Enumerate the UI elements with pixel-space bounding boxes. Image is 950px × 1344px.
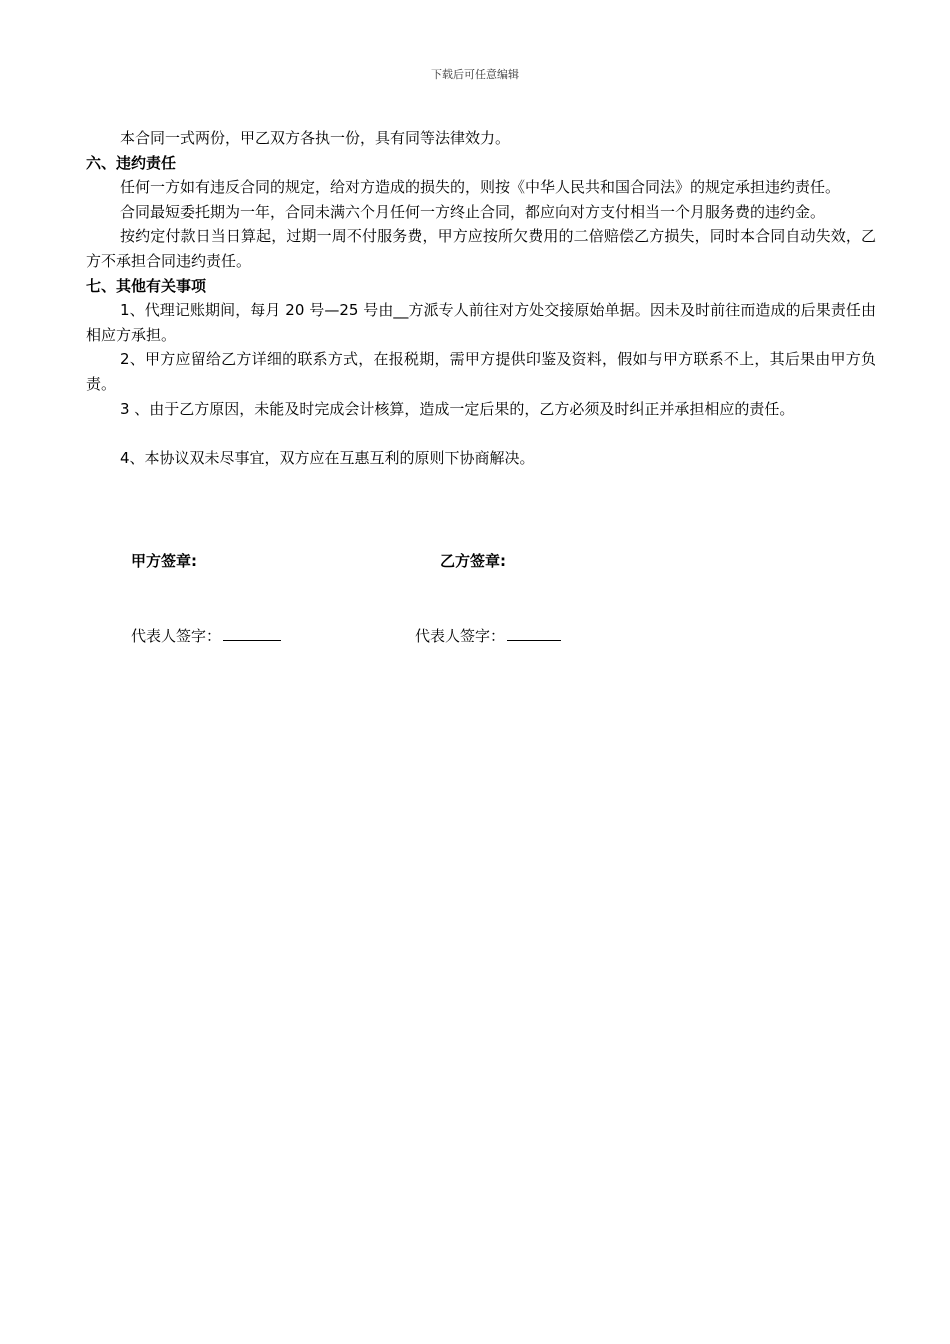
paragraph-breach-3: 按约定付款日当日算起，过期一周不付服务费，甲方应按所欠费用的二倍赔偿乙方损失，同时本合同自动失效，乙方不承担合同违约责任。	[86, 227, 876, 270]
header-note: 下载后可任意编辑	[431, 68, 519, 81]
contract-body	[86, 126, 876, 470]
paragraph-other-3: 3 、由于乙方原因，未能及时完成会计核算，造成一定后果的，乙方必须及时纠正并承担相应的责任。	[120, 399, 795, 418]
paragraph-other-1: 1、代理记账期间，每月 20 号—25 号由__方派专人前往对方处交接原始单据。因未及时前往而造成的后果责任由相应方承担。	[86, 301, 876, 344]
party-b-rep-label: 代表人签字：	[415, 627, 506, 645]
party-a-seal-label: 甲方签章:	[131, 552, 197, 570]
paragraph-other-2: 2、甲方应留给乙方详细的联系方式，在报税期，需甲方提供印鉴及资料，假如与甲方联系不上，其后果由甲方负责。	[86, 350, 876, 393]
party-a-rep-label: 代表人签字：	[131, 627, 222, 645]
section-heading-other: 七、其他有关事项	[86, 276, 207, 295]
spacer	[86, 421, 876, 446]
party-b-seal-label: 乙方签章:	[440, 552, 506, 570]
paragraph-copies: 本合同一式两份，甲乙双方各执一份，具有同等法律效力。	[120, 129, 511, 147]
party-a-rep-signature	[131, 624, 281, 648]
party-b-signature-blank[interactable]	[507, 626, 561, 641]
paragraph-breach-1: 任何一方如有违反合同的规定，给对方造成的损失的，则按《中华人民共和国合同法》的规定承担违约责任。	[120, 178, 841, 197]
paragraph-breach-2: 合同最短委托期为一年，合同未满六个月任何一方终止合同，都应向对方支付相当一个月服务费的违约金。	[120, 202, 826, 221]
party-b-rep-signature	[415, 624, 561, 648]
section-heading-breach: 六、违约责任	[86, 153, 177, 172]
paragraph-other-4: 4、本协议双未尽事宜，双方应在互惠互利的原则下协商解决。	[120, 448, 535, 467]
party-a-signature-blank[interactable]	[223, 626, 281, 641]
